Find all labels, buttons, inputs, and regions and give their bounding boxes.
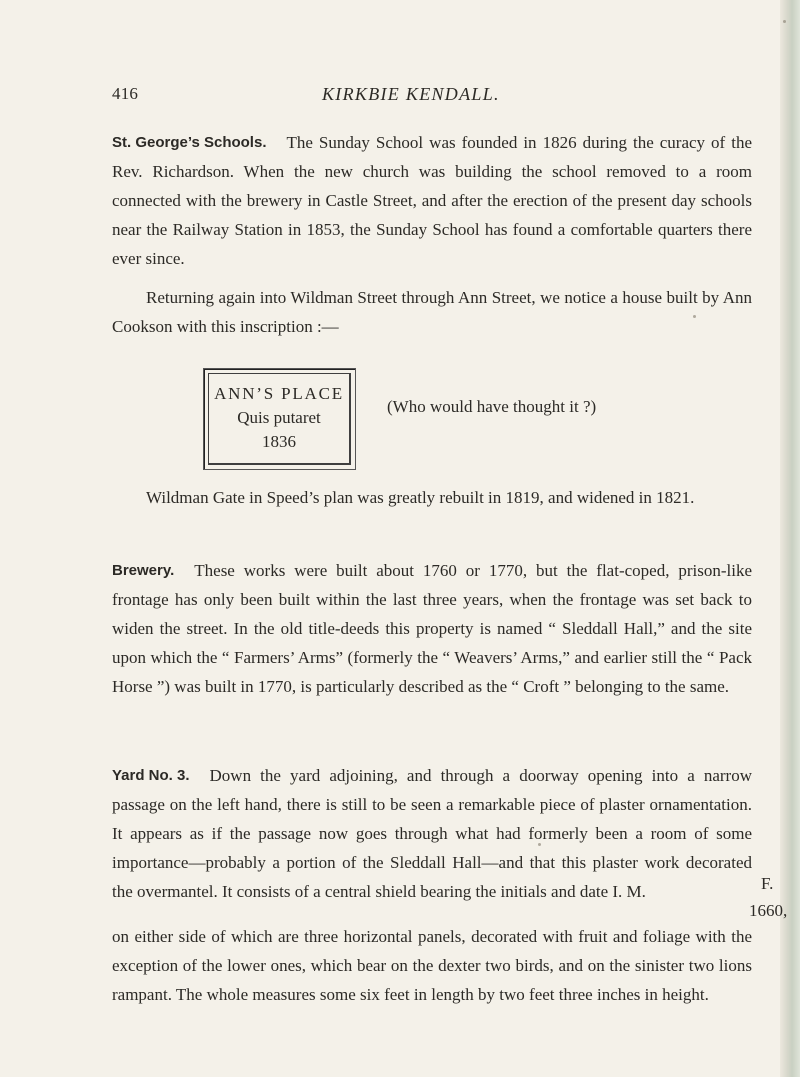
section-heading: Yard No. 3. <box>112 767 190 784</box>
shield-year: 1660, <box>749 901 788 920</box>
section-heading: St. George’s Schools. <box>112 134 267 151</box>
page-number: 416 <box>112 84 139 103</box>
paragraph <box>112 556 752 701</box>
paragraph <box>112 761 752 906</box>
section-heading: Brewery. <box>112 562 175 579</box>
paper-speck <box>538 843 541 846</box>
paper-speck <box>783 20 786 23</box>
inscription-inner-frame <box>208 373 351 465</box>
section-returning <box>112 283 752 341</box>
section-st-georges-schools <box>112 128 752 273</box>
inscription-line-2: Quis putaret <box>237 408 321 427</box>
section-text: Down the yard adjoining, and through a doorway opening into a narrow passage on the left hand, there is still to be seen a remarkable piece of plaster ornamentation. It appears as if the passage now goes through what had formerly been a room of some importance—probably a portion of the Sleddall Hall—and that this plaster work decorated the overmantel. It consists of a central shield bearing the initials and date I. M. <box>112 766 752 901</box>
paragraph <box>112 128 752 273</box>
paragraph: Returning again into Wildman Street through Ann Street, we notice a house built by Ann Cookson with this inscription :— <box>112 288 752 336</box>
paper-speck <box>693 315 696 318</box>
section-brewery <box>112 556 752 701</box>
page-header <box>112 84 752 108</box>
inscription-caption: (Who would have thought it ?) <box>387 397 597 416</box>
shield-letter: F. <box>761 874 774 893</box>
running-title: KIRKBIE KENDALL. <box>322 84 500 104</box>
inscription-block <box>203 368 723 474</box>
section-text: These works were built about 1760 or 1770, but the flat-coped, prison-like frontage has only been built within the last three years, when the frontage was set back to widen the street. In the old title-deeds this property is named “ Sleddall Hall,” and the site upon which the “ Farmers’ Arms” (formerly the “ Weavers’ Arms,” and earlier still the “ Pack Horse ”) was built in 1770, is particularly described as the “ Croft ” belonging to the same. <box>112 561 752 696</box>
section-text: The Sunday School was founded in 1826 during the curacy of the Rev. Richardson. When the new church was building the school removed to a room connected with the brewery in Castle Street, and after the erection of the present day schools near the Railway Station in 1853, the Sunday School has found a comfortable quarters there ever since. <box>112 133 752 268</box>
inscription-line-3: 1836 <box>262 432 296 451</box>
inscription-line-1: ANN’S PLACE <box>214 384 344 403</box>
section-yard-no-3 <box>112 761 752 1009</box>
inscription-box <box>203 368 356 470</box>
paragraph: on either side of which are three horizontal panels, decorated with fruit and foliage with the exception of the lower ones, which bear on the dexter two birds, and on the sinister two lions rampant. The whole measures some six feet in length by two feet three inches in height. <box>112 927 752 1004</box>
section-wildman-gate <box>112 483 752 512</box>
paragraph: Wildman Gate in Speed’s plan was greatly rebuilt in 1819, and widened in 1821. <box>146 488 695 507</box>
